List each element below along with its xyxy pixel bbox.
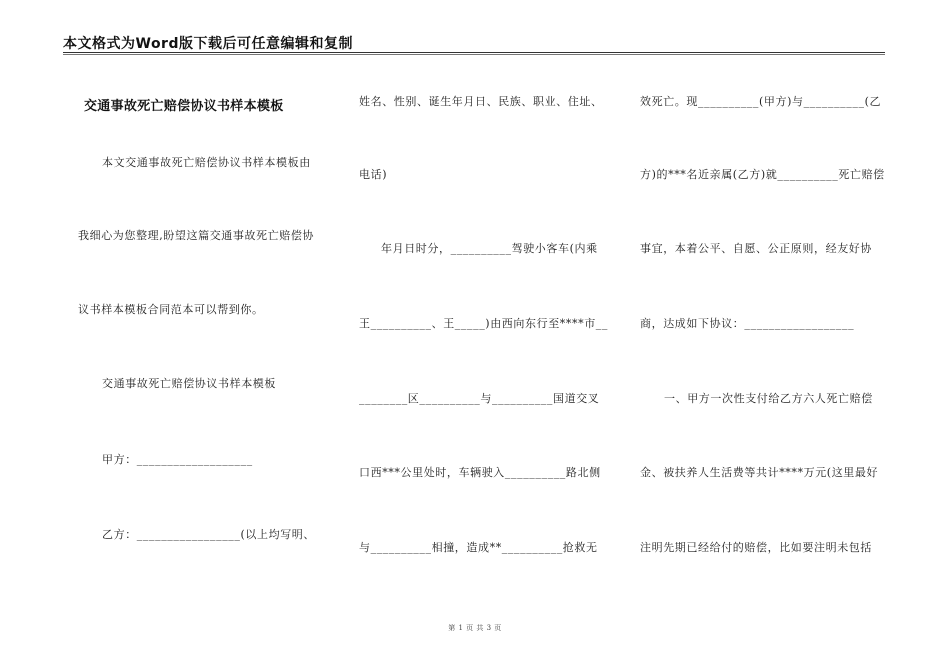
paragraph-line: 金、被扶养人生活费等共计****万元(这里最好 <box>640 466 879 479</box>
paragraph-line: 王__________、王_____)由西向东行至****市__ <box>359 317 608 330</box>
paragraph-line: 本文交通事故死亡赔偿协议书样本模板由 <box>102 156 311 169</box>
header-rule <box>63 52 885 53</box>
document-title: 交通事故死亡赔偿协议书样本模板 <box>84 99 284 114</box>
paragraph-line: 效死亡。现__________(甲方)与__________(乙 <box>640 95 882 108</box>
page-header: 本文格式为Word版下载后可任意编辑和复制 <box>63 36 353 52</box>
paragraph-line: 姓名、性别、诞生年月日、民族、职业、住址、 <box>359 95 603 108</box>
paragraph-line: 注明先期已经给付的赔偿，比如要注明未包括 <box>640 541 872 554</box>
party-b-line: 乙方：_________________(以上均写明、 <box>102 528 315 541</box>
paragraph-line: 方)的***名近亲属(乙方)就__________死亡赔偿 <box>640 168 885 181</box>
section-heading: 交通事故死亡赔偿协议书样本模板 <box>102 377 276 390</box>
paragraph-line: 我细心为您整理,盼望这篇交通事故死亡赔偿协 <box>78 229 315 242</box>
paragraph-line: 一、甲方一次性支付给乙方六人死亡赔偿 <box>664 392 873 405</box>
party-a-line: 甲方：___________________ <box>102 453 253 466</box>
paragraph-line: 电话) <box>359 168 388 181</box>
header-rule-thin <box>63 54 885 55</box>
paragraph-line: 年月日时分，__________驾驶小客车(内乘 <box>381 242 598 255</box>
paragraph-line: 议书样本模板合同范本可以帮到你。 <box>78 303 264 316</box>
paragraph-line: 与__________相撞，造成**__________抢救无 <box>359 541 598 554</box>
page-number: 第 1 页 共 3 页 <box>448 624 502 632</box>
paragraph-line: 事宜，本着公平、自愿、公正原则，经友好协 <box>640 242 872 255</box>
paragraph-line: 口西***公里处时，车辆驶入__________路北侧 <box>359 466 601 479</box>
paragraph-line: ________区__________与__________国道交叉 <box>359 392 600 405</box>
paragraph-line: 商，达成如下协议：__________________ <box>640 317 855 330</box>
